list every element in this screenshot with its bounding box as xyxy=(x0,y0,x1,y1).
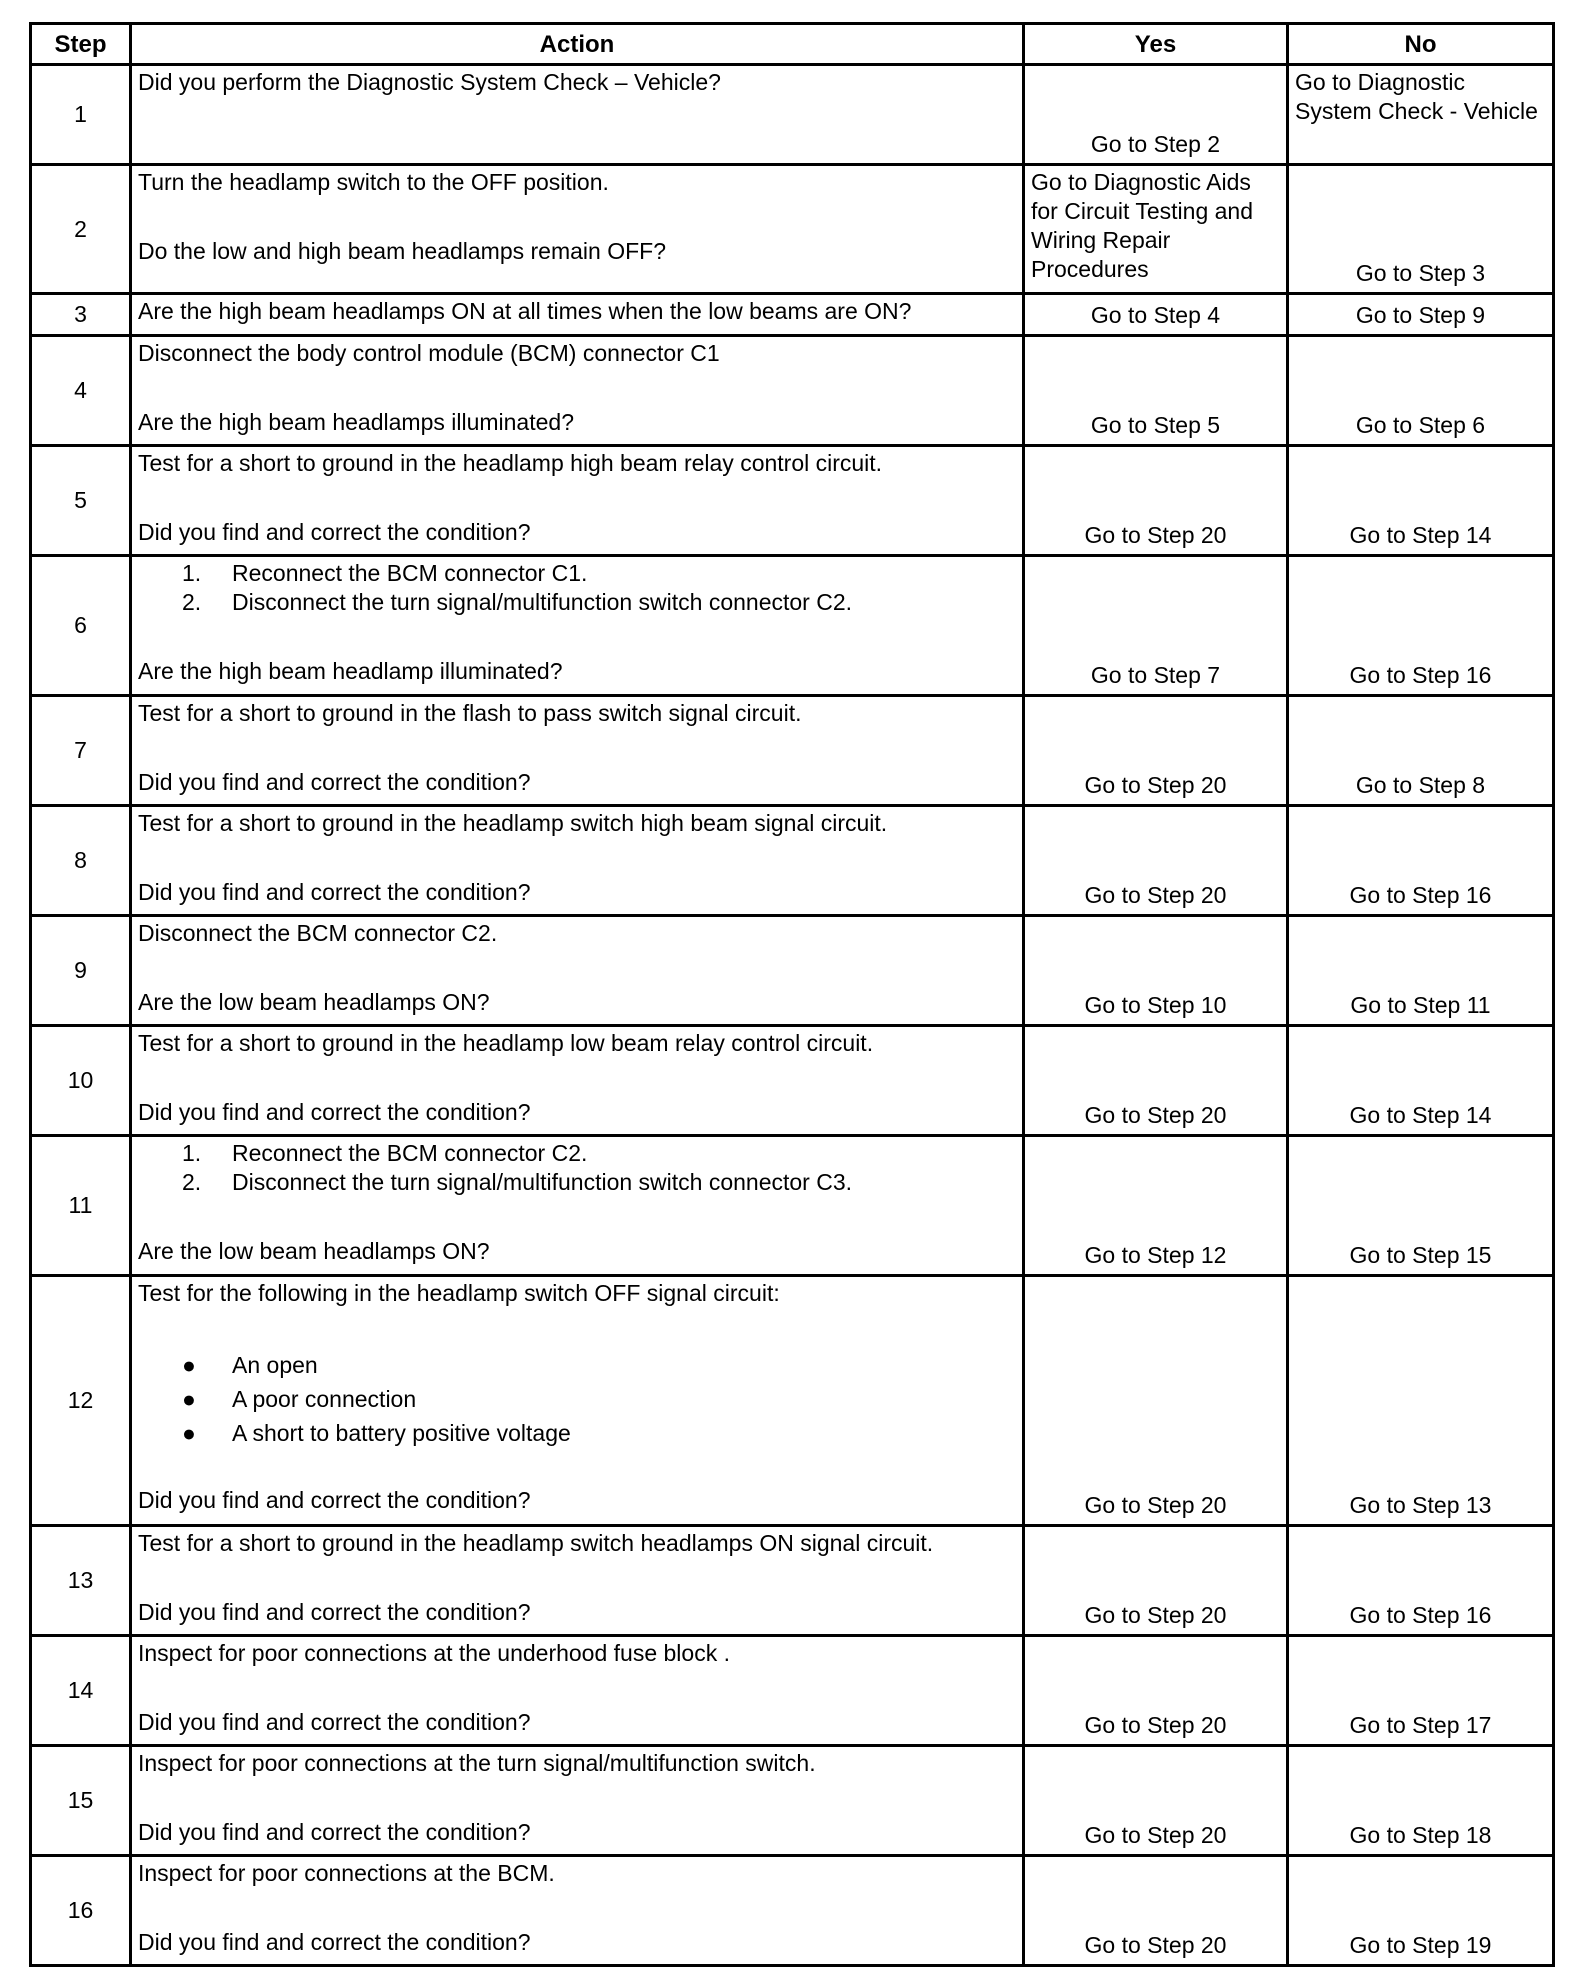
action-steps-list xyxy=(138,559,1018,617)
no-cell xyxy=(1288,1276,1554,1526)
no-cell xyxy=(1288,165,1554,294)
action-question: Did you find and correct the condition? xyxy=(138,1487,531,1513)
no-cell xyxy=(1288,1856,1554,1966)
yes-link[interactable]: Go to Step 20 xyxy=(1084,1822,1227,1848)
yes-cell xyxy=(1024,1746,1288,1856)
step-number: 6 xyxy=(31,556,131,696)
no-cell xyxy=(1288,1026,1554,1136)
action-question: Are the low beam headlamps ON? xyxy=(138,1238,490,1264)
no-link[interactable]: Go to Diagnostic System Check - Vehicle xyxy=(1295,69,1538,124)
no-link[interactable]: Go to Step 19 xyxy=(1349,1932,1492,1958)
no-cell xyxy=(1288,806,1554,916)
header-no: No xyxy=(1288,24,1554,65)
action-question: Did you find and correct the condition? xyxy=(138,1929,531,1955)
table-row xyxy=(31,1636,1554,1746)
header-row xyxy=(31,24,1554,65)
action-cell xyxy=(131,336,1024,446)
table-row xyxy=(31,336,1554,446)
yes-cell xyxy=(1024,556,1288,696)
step-number: 5 xyxy=(31,446,131,556)
yes-link[interactable]: Go to Step 5 xyxy=(1090,412,1221,438)
action-question: Did you find and correct the condition? xyxy=(138,1819,531,1845)
table-row xyxy=(31,916,1554,1026)
bullet-icon: ● xyxy=(182,1420,196,1446)
bullet-icon: ● xyxy=(182,1386,196,1412)
yes-link[interactable]: Go to Step 20 xyxy=(1084,772,1227,798)
action-question: Did you find and correct the condition? xyxy=(138,1709,531,1735)
action-cell xyxy=(131,806,1024,916)
yes-link[interactable]: Go to Step 20 xyxy=(1084,1602,1227,1628)
action-text: Turn the headlamp switch to the OFF position. xyxy=(138,169,609,195)
no-cell xyxy=(1288,446,1554,556)
diagnostic-table xyxy=(29,22,1555,1967)
table-row xyxy=(31,1136,1554,1276)
yes-link[interactable]: Go to Step 20 xyxy=(1084,1712,1227,1738)
no-link[interactable]: Go to Step 16 xyxy=(1349,882,1492,908)
action-cell xyxy=(131,165,1024,294)
action-cell xyxy=(131,65,1024,165)
action-question: Are the high beam headlamps illuminated? xyxy=(138,409,574,435)
no-link[interactable]: Go to Step 3 xyxy=(1355,260,1486,286)
step-number: 7 xyxy=(31,696,131,806)
list-item: ● A poor connection xyxy=(182,1382,1018,1416)
yes-cell xyxy=(1024,1136,1288,1276)
yes-link[interactable]: Go to Step 2 xyxy=(1090,131,1221,157)
action-text: Inspect for poor connections at the underhood fuse block . xyxy=(138,1640,730,1666)
no-link[interactable]: Go to Step 16 xyxy=(1349,662,1492,688)
action-cell xyxy=(131,1636,1024,1746)
step-number: 3 xyxy=(31,294,131,336)
action-text: Test for the following in the headlamp switch OFF signal circuit: xyxy=(138,1280,780,1306)
action-text: Test for a short to ground in the headlamp switch headlamps ON signal circuit. xyxy=(138,1530,934,1556)
yes-cell xyxy=(1024,446,1288,556)
no-cell xyxy=(1288,1526,1554,1636)
yes-cell xyxy=(1024,294,1288,336)
list-item: ● A short to battery positive voltage xyxy=(182,1416,1018,1450)
condition-list xyxy=(138,1348,1018,1450)
action-text: Disconnect the BCM connector C2. xyxy=(138,920,498,946)
no-link[interactable]: Go to Step 14 xyxy=(1349,522,1492,548)
yes-cell xyxy=(1024,1856,1288,1966)
table-row xyxy=(31,1856,1554,1966)
action-cell xyxy=(131,1746,1024,1856)
action-text: Test for a short to ground in the flash to pass switch signal circuit. xyxy=(138,700,802,726)
no-link[interactable]: Go to Step 18 xyxy=(1349,1822,1492,1848)
yes-link[interactable]: Go to Step 7 xyxy=(1090,662,1221,688)
list-item: 1. Reconnect the BCM connector C2. xyxy=(182,1140,588,1166)
action-question: Did you find and correct the condition? xyxy=(138,1599,531,1625)
yes-link[interactable]: Go to Step 20 xyxy=(1084,1932,1227,1958)
step-number: 14 xyxy=(31,1636,131,1746)
action-cell xyxy=(131,1526,1024,1636)
yes-link[interactable]: Go to Diagnostic Aids for Circuit Testing and Wiring Repair Procedures xyxy=(1031,169,1254,282)
table-row xyxy=(31,696,1554,806)
table-row xyxy=(31,1526,1554,1636)
table-row xyxy=(31,556,1554,696)
list-item: 2. Disconnect the turn signal/multifunction switch connector C3. xyxy=(182,1169,853,1195)
step-number: 13 xyxy=(31,1526,131,1636)
action-cell xyxy=(131,1136,1024,1276)
yes-link[interactable]: Go to Step 20 xyxy=(1084,1492,1227,1518)
yes-cell xyxy=(1024,1636,1288,1746)
step-number: 16 xyxy=(31,1856,131,1966)
no-link[interactable]: Go to Step 17 xyxy=(1349,1712,1492,1738)
yes-link[interactable]: Go to Step 10 xyxy=(1084,992,1227,1018)
action-text: Test for a short to ground in the headlamp low beam relay control circuit. xyxy=(138,1030,874,1056)
action-cell xyxy=(131,1856,1024,1966)
header-yes: Yes xyxy=(1024,24,1288,65)
step-number: 12 xyxy=(31,1276,131,1526)
action-text: Did you perform the Diagnostic System Check – Vehicle? xyxy=(138,69,721,95)
action-text: Are the high beam headlamps ON at all times when the low beams are ON? xyxy=(138,298,912,324)
action-cell xyxy=(131,1276,1024,1526)
action-question: Are the high beam headlamp illuminated? xyxy=(138,658,563,684)
yes-cell xyxy=(1024,806,1288,916)
yes-cell xyxy=(1024,1276,1288,1526)
action-question: Did you find and correct the condition? xyxy=(138,879,531,905)
yes-link[interactable]: Go to Step 12 xyxy=(1084,1242,1227,1268)
yes-link[interactable]: Go to Step 4 xyxy=(1090,302,1221,328)
yes-cell xyxy=(1024,696,1288,806)
table-row xyxy=(31,1026,1554,1136)
table-row xyxy=(31,806,1554,916)
action-cell xyxy=(131,556,1024,696)
yes-cell xyxy=(1024,1526,1288,1636)
action-text: Disconnect the body control module (BCM) connector C1 xyxy=(138,340,720,366)
table-row xyxy=(31,1276,1554,1526)
header-step: Step xyxy=(31,24,131,65)
action-text: Test for a short to ground in the headlamp switch high beam signal circuit. xyxy=(138,810,888,836)
action-cell xyxy=(131,446,1024,556)
no-cell xyxy=(1288,294,1554,336)
table-row xyxy=(31,65,1554,165)
no-link[interactable]: Go to Step 8 xyxy=(1355,772,1486,798)
action-question: Did you find and correct the condition? xyxy=(138,519,531,545)
no-link[interactable]: Go to Step 16 xyxy=(1349,1602,1492,1628)
yes-cell xyxy=(1024,916,1288,1026)
no-cell xyxy=(1288,1136,1554,1276)
action-question: Did you find and correct the condition? xyxy=(138,769,531,795)
action-question: Do the low and high beam headlamps remain OFF? xyxy=(138,238,667,264)
step-number: 10 xyxy=(31,1026,131,1136)
step-number: 9 xyxy=(31,916,131,1026)
action-cell xyxy=(131,916,1024,1026)
step-number: 11 xyxy=(31,1136,131,1276)
no-cell xyxy=(1288,916,1554,1026)
no-cell xyxy=(1288,1636,1554,1746)
step-number: 1 xyxy=(31,65,131,165)
action-steps-list xyxy=(138,1139,1018,1197)
action-text: Inspect for poor connections at the BCM. xyxy=(138,1860,555,1886)
step-number: 15 xyxy=(31,1746,131,1856)
table-row xyxy=(31,294,1554,336)
no-link[interactable]: Go to Step 9 xyxy=(1355,302,1486,328)
step-number: 2 xyxy=(31,165,131,294)
no-cell xyxy=(1288,336,1554,446)
yes-link[interactable]: Go to Step 20 xyxy=(1084,1102,1227,1128)
no-cell xyxy=(1288,556,1554,696)
table-row xyxy=(31,446,1554,556)
no-link[interactable]: Go to Step 11 xyxy=(1350,992,1491,1018)
table-row xyxy=(31,1746,1554,1856)
no-link[interactable]: Go to Step 14 xyxy=(1349,1102,1492,1128)
no-link[interactable]: Go to Step 15 xyxy=(1349,1242,1492,1268)
list-item: 2. Disconnect the turn signal/multifunction switch connector C2. xyxy=(182,589,853,615)
no-link[interactable]: Go to Step 6 xyxy=(1355,412,1486,438)
no-cell xyxy=(1288,696,1554,806)
action-question: Are the low beam headlamps ON? xyxy=(138,989,490,1015)
yes-cell xyxy=(1024,336,1288,446)
yes-cell xyxy=(1024,165,1288,294)
yes-cell xyxy=(1024,1026,1288,1136)
table-row xyxy=(31,165,1554,294)
bullet-icon: ● xyxy=(182,1352,196,1378)
yes-link[interactable]: Go to Step 20 xyxy=(1084,882,1227,908)
yes-link[interactable]: Go to Step 20 xyxy=(1084,522,1227,548)
step-number: 8 xyxy=(31,806,131,916)
no-link[interactable]: Go to Step 13 xyxy=(1349,1492,1492,1518)
action-text: Test for a short to ground in the headlamp high beam relay control circuit. xyxy=(138,450,883,476)
list-item: ● An open xyxy=(182,1348,1018,1382)
list-item: 1. Reconnect the BCM connector C1. xyxy=(182,560,588,586)
action-cell xyxy=(131,1026,1024,1136)
step-number: 4 xyxy=(31,336,131,446)
yes-cell xyxy=(1024,65,1288,165)
header-action: Action xyxy=(131,24,1024,65)
no-cell xyxy=(1288,65,1554,165)
action-text: Inspect for poor connections at the turn signal/multifunction switch. xyxy=(138,1750,816,1776)
no-cell xyxy=(1288,1746,1554,1856)
action-cell xyxy=(131,696,1024,806)
action-question: Did you find and correct the condition? xyxy=(138,1099,531,1125)
action-cell xyxy=(131,294,1024,336)
